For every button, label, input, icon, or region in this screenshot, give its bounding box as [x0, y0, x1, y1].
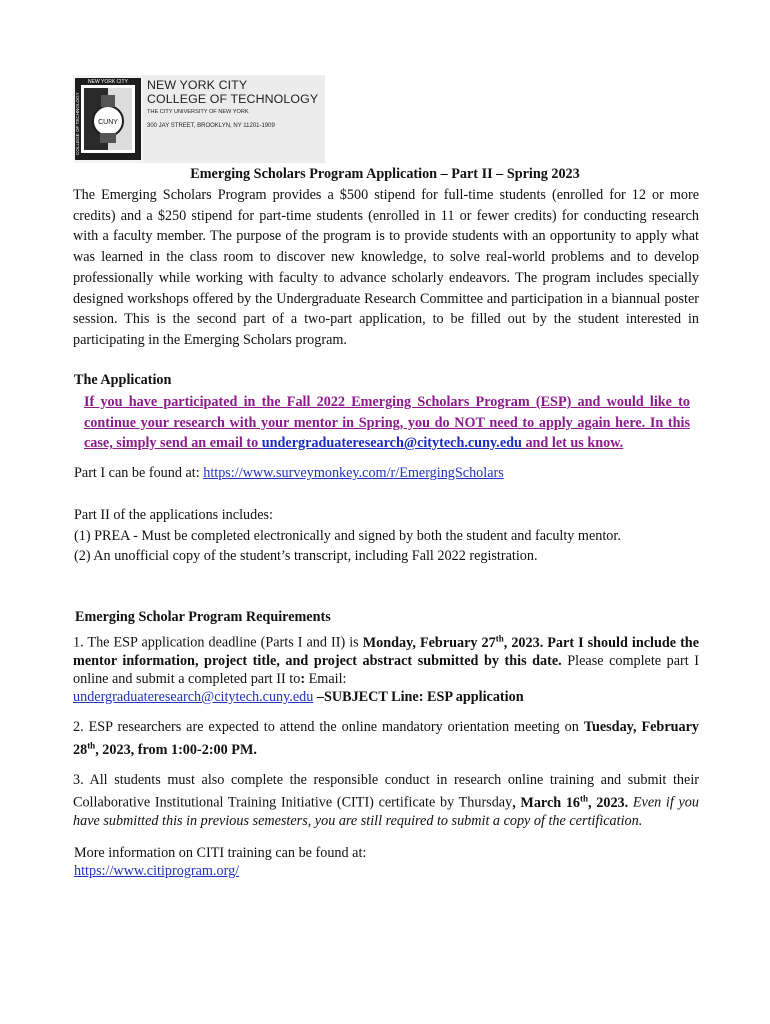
citi-more-info: More information on CITI training can be found at: [74, 845, 367, 861]
req1-email-label: Email: [305, 670, 347, 687]
req2-date-rest: , 2023, from 1:00-2:00 PM. [95, 741, 257, 758]
req1-instructions: Please complete part I online and submit a completed part II to [73, 652, 699, 687]
college-seal-logo [73, 75, 143, 163]
notice-text-end: and let us know. [521, 435, 624, 451]
intro-paragraph: The Emerging Scholars Program provides a $500 stipend for full-time students (enrolled for 12 or more credits) and a $250 stipend for part-time students (enrolled in 11 or fewer credits) for conducting research with a faculty member. The purpose of the program is to provide students with an opportunity to apply what was learned in the class room to discover new knowledge, to solve real-world problems and to develop professionally while working with faculty to advance scholarly endeavors. The program includes specially designed workshops offered by the Undergraduate Research Committee and participation in a biannual poster session. This is the second part of a two-part application, to be filled out by the student interested in participating in the Emerging Scholars program. [73, 187, 699, 348]
req3-text: 3. All students must also complete the responsible conduct in research online training and submit their Collaborative Institutional Training Initiative (CITI) certificate by Thursday [73, 772, 699, 811]
req3-italic-note: Even if you have submitted this in previous semesters, you are still required to submit a copy of the certification. [73, 794, 699, 829]
req1-text: 1. The ESP application deadline (Parts I and II) is [73, 634, 363, 651]
req1-subject: –SUBJECT Line: ESP application [313, 688, 524, 705]
requirement-1 [73, 629, 699, 706]
notice-text: If you have participated in the Fall 2022 Emerging Scholars Program (ESP) and would like to continue your research with your mentor in Spring, you do NOT need to apply again here. In this case, simply send an email to [84, 394, 690, 451]
requirement-3 [73, 771, 699, 830]
letterhead-line-college: COLLEGE OF TECHNOLOGY [147, 92, 319, 106]
part2-item-transcript: (2) An unofficial copy of the student’s transcript, including Fall 2022 registration. [74, 548, 538, 564]
college-letterhead [73, 75, 325, 163]
letterhead-line-university: THE CITY UNIVERSITY OF NEW YORK [147, 109, 249, 115]
seal-side-text: COLLEGE OF TECHNOLOGY [75, 92, 80, 155]
req1-deadline-rest: , 2023. Part I should include the mentor information, project title, and project abstract submitted by this date. [73, 634, 699, 669]
req1-email-link[interactable]: undergraduateresearch@citytech.cuny.edu [73, 688, 314, 705]
req3-sup: th [580, 793, 589, 803]
part2-intro: Part II of the applications includes: [74, 507, 273, 523]
citi-program-link[interactable]: https://www.citiprogram.org/ [74, 863, 240, 879]
seal-center-text: CUNY [98, 119, 118, 126]
part1-line [74, 465, 504, 482]
returning-student-notice [84, 392, 690, 454]
letterhead-line-address: 300 JAY STREET, BROOKLYN, NY 11201-1909 [147, 123, 275, 129]
seal-top-text: NEW YORK CITY [88, 79, 128, 85]
document-title: Emerging Scholars Program Application – Part II – Spring 2023 [190, 166, 580, 182]
req1-deadline: Monday, February 27 [362, 634, 496, 651]
surveymonkey-link[interactable]: https://www.surveymonkey.com/r/EmergingScholars [203, 465, 504, 481]
requirement-2 [73, 718, 699, 759]
letterhead-line-city: NEW YORK CITY [147, 78, 248, 92]
requirements-heading: Emerging Scholar Program Requirements [75, 609, 331, 625]
part2-item-prea: (1) PREA - Must be completed electronically and signed by both the student and faculty mentor. [74, 528, 621, 544]
req2-text: 2. ESP researchers are expected to attend the online mandatory orientation meeting on [73, 719, 584, 735]
part1-label: Part I can be found at: [74, 465, 204, 481]
letterhead-text [147, 79, 318, 132]
application-heading: The Application [74, 372, 172, 388]
notice-email-link[interactable]: undergraduateresearch@citytech.cuny.edu [261, 435, 522, 451]
req2-date: Tuesday, February 28 [73, 719, 699, 758]
req2-sup: th [87, 740, 96, 750]
citi-link-line [74, 863, 239, 880]
req1-colon: : [300, 670, 306, 687]
req3-date-rest: , 2023. [588, 794, 629, 811]
req3-date: , March 16 [512, 794, 581, 811]
req1-sup: th [495, 633, 504, 643]
